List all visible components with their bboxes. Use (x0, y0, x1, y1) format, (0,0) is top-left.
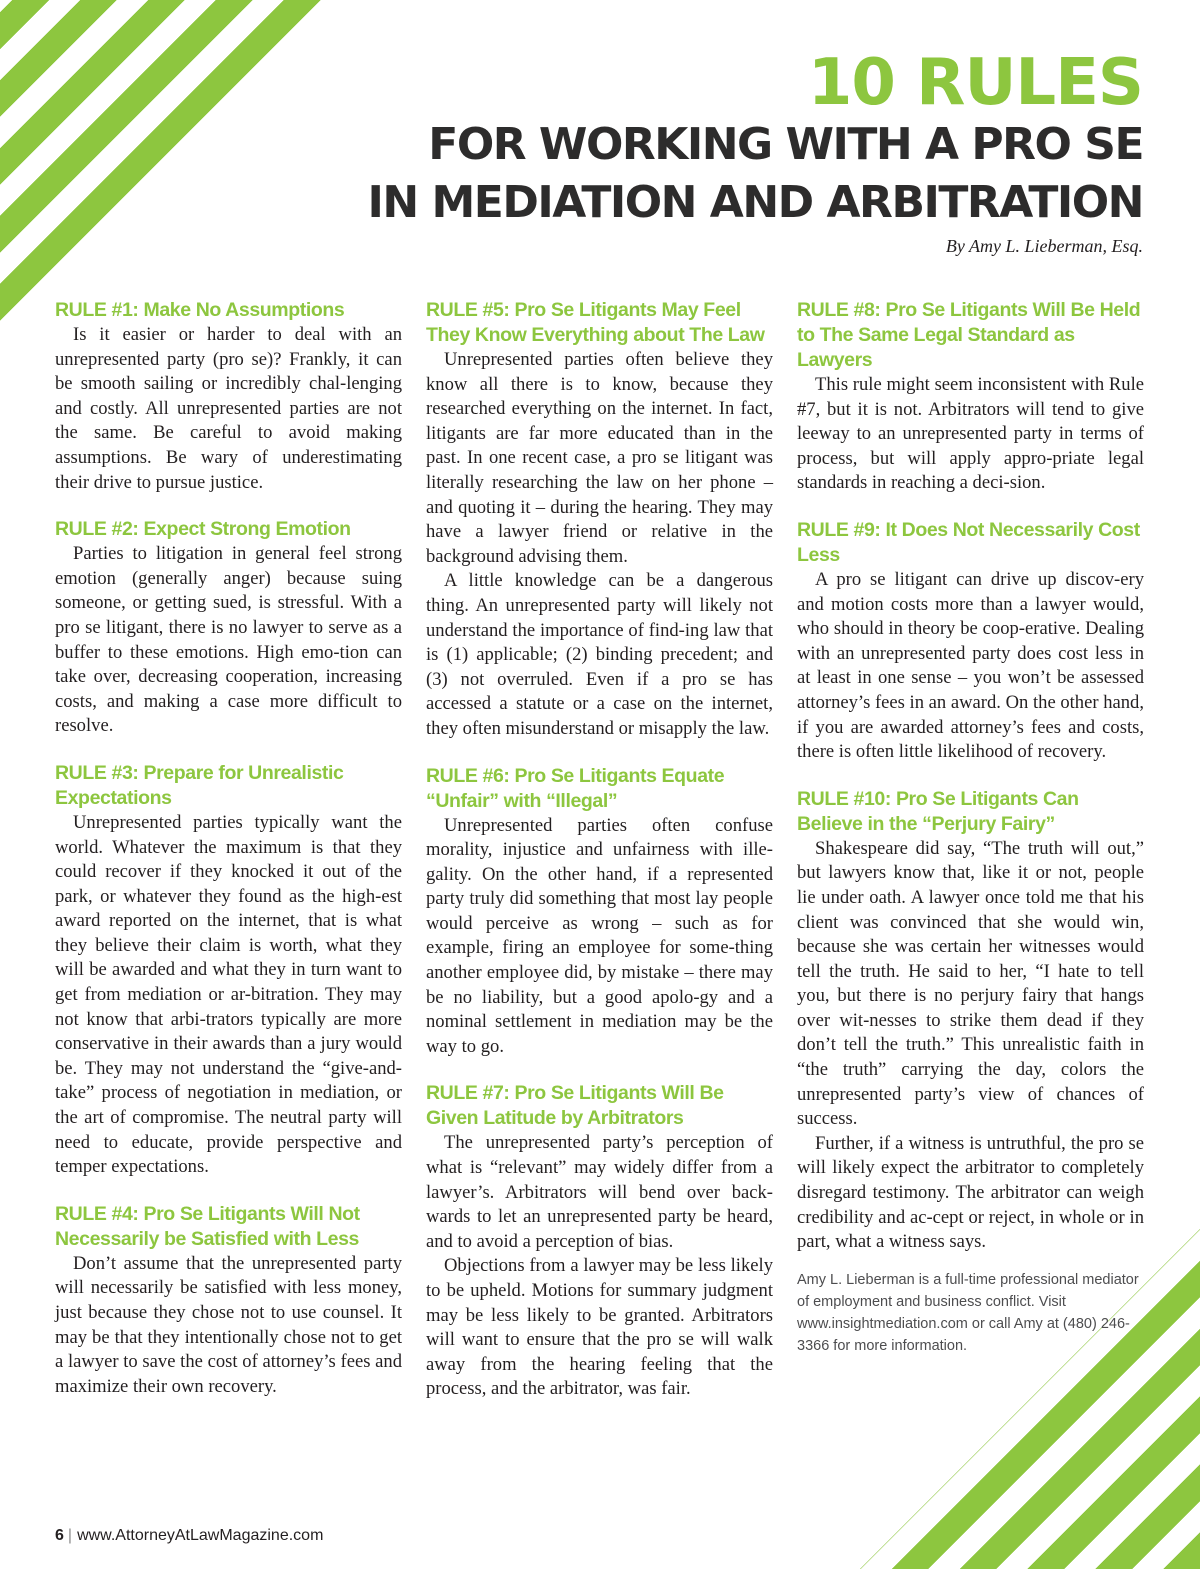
footer-separator: | (67, 1527, 73, 1544)
rule-5-paragraph-2: A little knowledge can be a dangerous thing. An unrepresented party will likely not understand the importance of find-ing law that is (1) applicable; (2) binding precedent; and (3) not overruled. Even if a pro se has accessed a statute or a case on the internet, they often misunderstand or misapply the law. (426, 570, 773, 739)
rule-10-paragraph-2: Further, if a witness is untruthful, the pro se will likely expect the arbitrator to completely disregard testimony. The arbitrator can weigh credibility and ac-cept or reject, in whole or in part, what a witness says. (797, 1132, 1144, 1253)
rule-5-heading: RULE #5: Pro Se Litigants May Feel They Know Everything about The Law (426, 299, 765, 346)
decorative-stripes-top-left (0, 0, 330, 330)
rule-8-heading: RULE #8: Pro Se Litigants Will Be Held to The Same Legal Standard as Lawyers (797, 299, 1141, 371)
rule-5-paragraph-1: Unrepresented parties often believe they know all there is to know, because they researched everything on the internet. In fact, litigants are far more educated than in the past. In one recent case, a pro se litigant was literally researching the law on her phone – and quoting it – during the hearing. They may have a lawyer friend or relative in the background advising them. (426, 349, 773, 567)
rule-6-paragraph-1: Unrepresented parties often confuse morality, injustice and unfairness with ille-gality. On the other hand, if a represented party truly did something that most lay people would perceive as wrong – such as for example, firing an employee for some-thing another employee did, by mistake – there may be no liability, but a good apolo-gy and a nominal settlement in mediation may be the way to go. (426, 814, 773, 1057)
rule-6-section (426, 764, 773, 1060)
rule-4-heading: RULE #4: Pro Se Litigants Will Not Necessarily be Satisfied with Less (55, 1202, 360, 1250)
rule-5-section (426, 298, 773, 742)
article-subtitle-line-1: FOR WORKING WITH A PRO SE (428, 119, 1143, 170)
page-number: 6 (55, 1527, 64, 1544)
rule-2-paragraph-1: Parties to litigation in general feel strong emotion (generally anger) because suing someone, or getting sued, is stressful. With a pro se litigant, there is no lawyer to serve as a buffer to these emotions. High emo-tion can take over, decreasing cooperation, increasing costs, and making a case more difficult to resolve. (55, 543, 402, 737)
rule-9-heading: RULE #9: It Does Not Necessarily Cost Less (797, 518, 1140, 566)
rule-1-heading: RULE #1: Make No Assumptions (55, 299, 345, 321)
column-1 (55, 298, 402, 1399)
rule-10-paragraph-1: Shakespeare did say, “The truth will out,” but lawyers know that, like it or not, people lie under oath. A lawyer once told me that his client was convinced that she would win, because she was certain her witnesses would tell the truth. He said to her, “I hate to tell you, but there is no perjury fairy that hangs over wit-nesses to strike them dead if they don’t tell the truth.” This unrealistic faith in “the truth” carrying the day, colors the unrepresented party’s view of chances of success. (797, 837, 1144, 1130)
rule-1-section (55, 298, 402, 495)
rule-3-heading: RULE #3: Prepare for Unrealistic Expectations (55, 761, 344, 809)
page-footer (55, 1527, 323, 1545)
rule-10-heading: RULE #10: Pro Se Litigants Can Believe in the “Perjury Fairy” (797, 787, 1079, 835)
rule-3-section (55, 761, 402, 1180)
article-subtitle-line-2: IN MEDIATION AND ARBITRATION (367, 177, 1143, 228)
rule-4-section (55, 1202, 402, 1400)
byline: By Amy L. Lieberman, Esq. (945, 236, 1143, 256)
rule-7-paragraph-1: The unrepresented party’s perception of what is “relevant” may widely differ from a lawyer’s. Arbitrators will bend over back-wards to let an unrepresented party be heard, and to avoid a perception of bias. (426, 1132, 773, 1252)
rule-8-paragraph-1: This rule might seem inconsistent with Rule #7, but it is not. Arbitrators will tend to give leeway to an unrepresented party in terms of process, but will apply appro-priate legal standards in reaching a deci-sion. (797, 374, 1144, 494)
footer-website: www.AttorneyAtLawMagazine.com (77, 1527, 324, 1544)
rule-3-paragraph-1: Unrepresented parties typically want the world. Whatever the maximum is that they could recover if they knocked it out of the park, or whatever they found as the high-est award reported on the internet, that is what they believe their claim is worth, what they will be awarded and what they in turn want to get from mediation or ar-bitration. They may not know that arbi-trators typically are more conservative in their awards than a jury would be. They may not understand the “give-and-take” process of negotiation in mediation, or the art of compromise. The neutral party will need to educate, provide perspective and temper expectations. (55, 811, 402, 1178)
column-3 (797, 298, 1144, 1357)
rule-9-section (797, 518, 1144, 765)
column-2 (426, 298, 773, 1402)
rule-2-heading: RULE #2: Expect Strong Emotion (55, 518, 351, 541)
rule-10-section (797, 787, 1144, 1255)
rule-7-section (426, 1081, 773, 1402)
article-body (55, 298, 1145, 1493)
rule-7-heading: RULE #7: Pro Se Litigants Will Be Given Latitude by Arbitrators (426, 1082, 724, 1130)
rule-6-heading: RULE #6: Pro Se Litigants Equate “Unfair” with “Illegal” (426, 764, 725, 812)
rule-9-paragraph-1: A pro se litigant can drive up discov-ery and motion costs more than a lawyer would, who should in theory be coop-erative. Dealing with an unrepresented party does cost less in at least in one sense – you won’t be assessed attorney’s fees in an award. On the other hand, if you are awarded attorney’s fees and costs, there is often little likelihood of recovery. (797, 568, 1144, 763)
rule-7-paragraph-2: Objections from a lawyer may be less likely to be upheld. Motions for summary judgment may be less likely to be granted. Arbitrators will want to ensure that the pro se will walk away from the hearing feeling that the process, and the arbitrator, was fair. (426, 1255, 773, 1400)
article-title: 10 RULES (807, 46, 1143, 120)
article-header (367, 46, 1143, 257)
author-bio: Amy L. Lieberman is a full-time professional mediator of employment and business conflict. Visit www.insightmediation.com or call Amy at (480) 246-3366 for more information. (797, 1271, 1139, 1354)
rule-2-section (55, 517, 402, 739)
rule-8-section (797, 298, 1144, 496)
rule-4-paragraph-1: Don’t assume that the unrepresented party will necessarily be satisfied with less money, just because they chose not to use counsel. It may be that they intentionally chose not to get a lawyer to save the cost of attorney’s fees and maximize their own recovery. (55, 1252, 402, 1397)
rule-1-paragraph-1: Is it easier or harder to deal with an unrepresented party (pro se)? Frankly, it can be smooth sailing or incredibly chal-lenging and costly. All unrepresented parties are not the same. Be careful to avoid making assumptions. Be wary of underestimating their drive to pursue justice. (55, 324, 402, 493)
